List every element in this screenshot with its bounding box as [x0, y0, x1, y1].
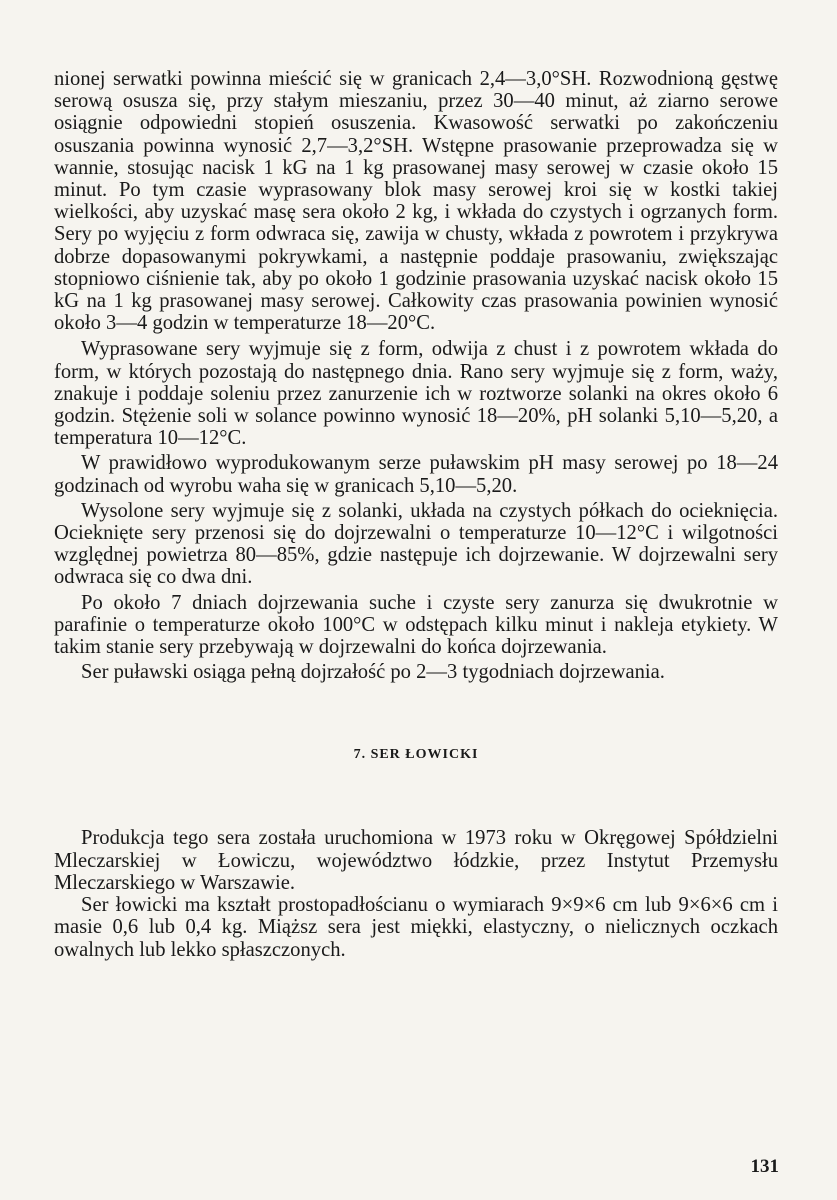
section-body: [54, 827, 778, 960]
section-heading: 7. SER ŁOWICKI: [353, 747, 479, 763]
paragraph-salting: Wyprasowane sery wyjmuje się z form, odwija z chust i z powrotem wkłada do form, w których pozostają do następnego dnia. Rano sery wyjmuje się z form, waży, znakuje i poddaje soleniu przez zanurzenie ich w roztworze solanki na okres około 6 godzin. Stężenie soli w solance powinno wynosić 18—20%, pH solanki 5,10—5,20, a temperatura 10—12°C.: [54, 338, 778, 450]
paragraph-cheese-description: Ser łowicki ma kształt prostopadłościanu o wymiarach 9×9×6 cm lub 9×6×6 cm i masie 0,6 lub 0,4 kg. Miąższ sera jest miękki, elastyczny, o nielicznych oczkach owalnych lub lekko spłaszczonych.: [54, 894, 778, 961]
paragraph-whey-pressing: nionej serwatki powinna mieścić się w granicach 2,4—3,0°SH. Rozwodnioną gęstwę serową osusza się, przy stałym mieszaniu, przez 30—40 minut, aż ziarno serowe osiągnie odpowiedni stopień osuszenia. Kwasowość serwatki po zakończeniu osuszania powinna wynosić 2,7—3,2°SH. Wstępne prasowanie przeprowadza się w wannie, stosując nacisk 1 kG na 1 kg prasowanej masy serowej w czasie około 15 minut. Po tym czasie wyprasowany blok masy serowej kroi się w kostki takiej wielkości, aby uzyskać masę sera około 2 kg, i wkłada do czystych i ogrzanych form. Sery po wyjęciu z form odwraca się, zawija w chusty, wkłada z powrotem i przykrywa dobrze dopasowanymi pokrywkami, a następnie poddaje prasowaniu, zwiększając stopniowo ciśnienie tak, aby po około 1 godzinie prasowania uzyskać nacisk około 15 kG na 1 kg prasowanej masy serowej. Całkowity czas prasowania powinien wynosić około 3—4 godzin w temperaturze 18—20°C.: [54, 68, 778, 335]
page-number: 131: [750, 1156, 779, 1177]
paragraph-production-history: Produkcja tego sera została uruchomiona w 1973 roku w Okręgowej Spółdzielni Mleczarskiej w Łowiczu, województwo łódzkie, przez Instytut Przemysłu Mleczarskiego w Warszawie.: [54, 827, 778, 894]
paragraph-full-maturity: Ser puławski osiąga pełną dojrzałość po 2—3 tygodniach dojrzewania.: [81, 661, 665, 684]
paragraph-paraffin: Po około 7 dniach dojrzewania suche i czyste sery zanurza się dwukrotnie w parafinie o temperaturze około 100°C w odstępach kilku minut i nakleja etykiety. W takim stanie sery przebywają w dojrzewalni do końca dojrzewania.: [54, 591, 778, 659]
paragraph-ripening-room: Wysolone sery wyjmuje się z solanki, układa na czystych półkach do ocieknięcia. Ocieknięte sery przenosi się do dojrzewalni o temperaturze 10—12°C i wilgotności względnej powietrza 80—85%, gdzie następuje ich dojrzewanie. W dojrzewalni sery odwraca się co dwa dni.: [54, 499, 778, 589]
paragraph-ph: W prawidłowo wyprodukowanym serze puławskim pH masy serowej po 18—24 godzinach od wyrobu waha się w granicach 5,10—5,20.: [54, 452, 778, 497]
page-content: [54, 68, 778, 964]
